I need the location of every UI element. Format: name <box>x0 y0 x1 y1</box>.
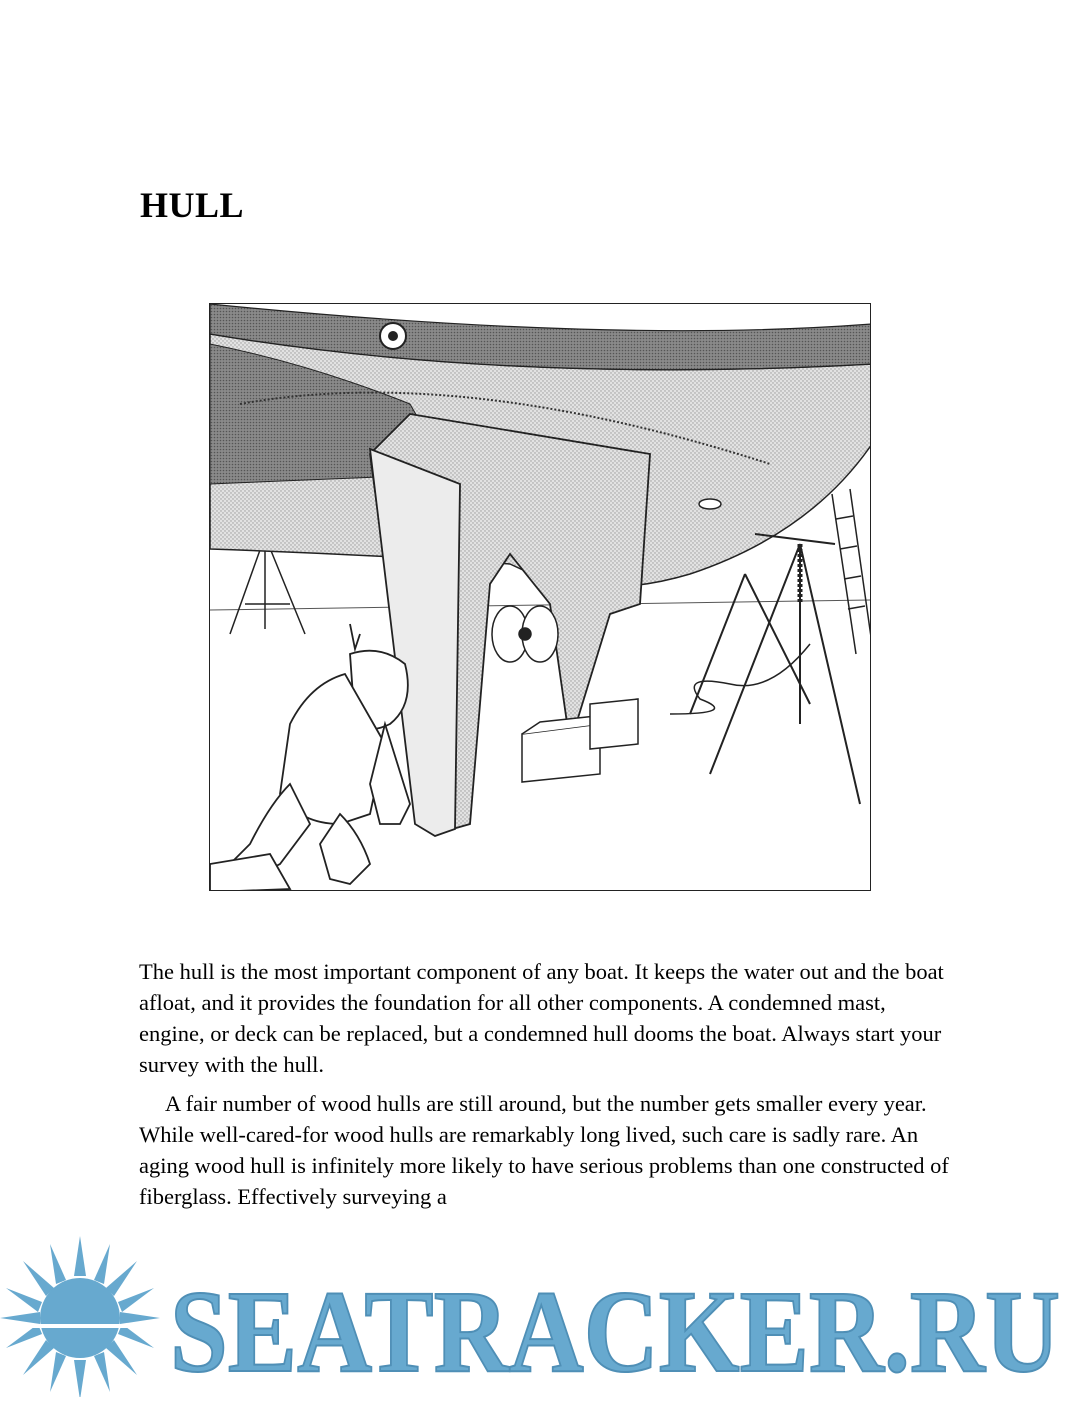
sun-icon <box>0 1236 160 1397</box>
watermark-logo <box>0 1236 1080 1397</box>
watermark <box>0 1236 1080 1397</box>
body-text <box>139 956 954 1220</box>
page-heading: HULL <box>140 185 245 225</box>
hull-illustration-drawing <box>210 304 871 891</box>
hull-illustration <box>209 303 871 891</box>
watermark-text: SEATRACKER.RU <box>170 1266 1060 1397</box>
paragraph-1: The hull is the most important component of any boat. It keeps the water out and the boat afloat, and it provides the foundation for all other components. A condemned mast, engine, or deck can be replaced, but a condemned hull dooms the boat. Always start your survey with the hull. <box>139 959 944 1077</box>
paragraph-2: A fair number of wood hulls are still around, but the number gets smaller every year. While well-cared-for wood hulls are remarkably long lived, such care is sadly rare. An aging wood hull is infinitely more likely to have serious problems than one constructed of fiberglass. Effectively surveying a <box>139 1091 949 1209</box>
